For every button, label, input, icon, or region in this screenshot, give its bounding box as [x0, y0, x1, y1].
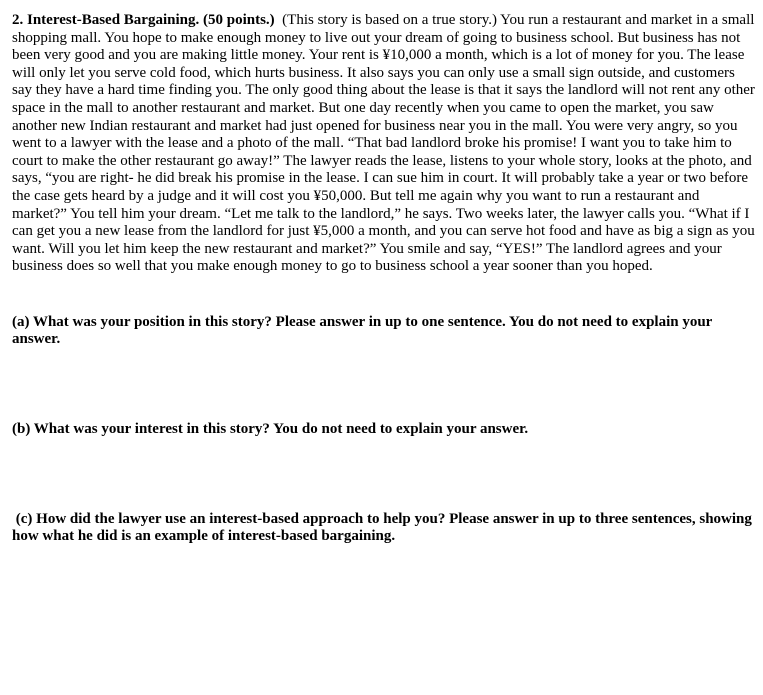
question-heading: 2. Interest-Based Bargaining. (50 points.)	[12, 12, 275, 28]
question-b: (b) What was your interest in this story? You do not need to explain your answer.	[12, 421, 529, 437]
exam-page	[12, 12, 758, 544]
question-c	[12, 511, 758, 545]
question-a: (a) What was your position in this story? Please answer in up to one sentence. You do not need to explain your answer.	[12, 314, 713, 347]
question-c-text: (c) How did the lawyer use an interest-based approach to help you? Please answer in up to three sentences, showing how what he did is an example of interest-based bargaining.	[12, 511, 752, 544]
story-text: (This story is based on a true story.) You run a restaurant and market in a small shopping mall. You hope to make enough money to live out your dream of going to business school. But business has not been very good and you are making little money. Your rent is ¥10,000 a month, which is a lot of money for you. The lease will only let you serve cold food, which hurts business. It also says you can only use a small sign outside, and customers say they have a hard time finding you. The only good thing about the lease is that it says the landlord will not rent any other space in the mall to another restaurant and market. But one day recently when you came to open the market, you saw another new Indian restaurant and market had just opened for business near you in the mall. You were very angry, so you went to a lawyer with the lease and a photo of the mall. “That bad landlord broke his promise! I want you to take him to court to make the other restaurant go away!” The lawyer reads the lease, listens to your whole story, looks at the photo, and says, “you are right- he did break his promise in the lease. I can sue him in court. It will probably take a year or two before the case gets heard by a judge and it will cost you ¥50,000. But tell me again why you want to run a restaurant and market?” You tell him your dream. “Let me talk to the landlord,” he says. Two weeks later, the lawyer calls you. “What if I can get you a new lease from the landlord for just ¥5,000 a month, and you can serve hot food and have as big a sign as you want. Will you let him keep the new restaurant and market?” You smile and say, “YES!” The landlord agrees and your business does so well that you make enough money to go to business school a year sooner than you hoped.	[12, 12, 755, 275]
question-paragraph	[12, 12, 758, 276]
